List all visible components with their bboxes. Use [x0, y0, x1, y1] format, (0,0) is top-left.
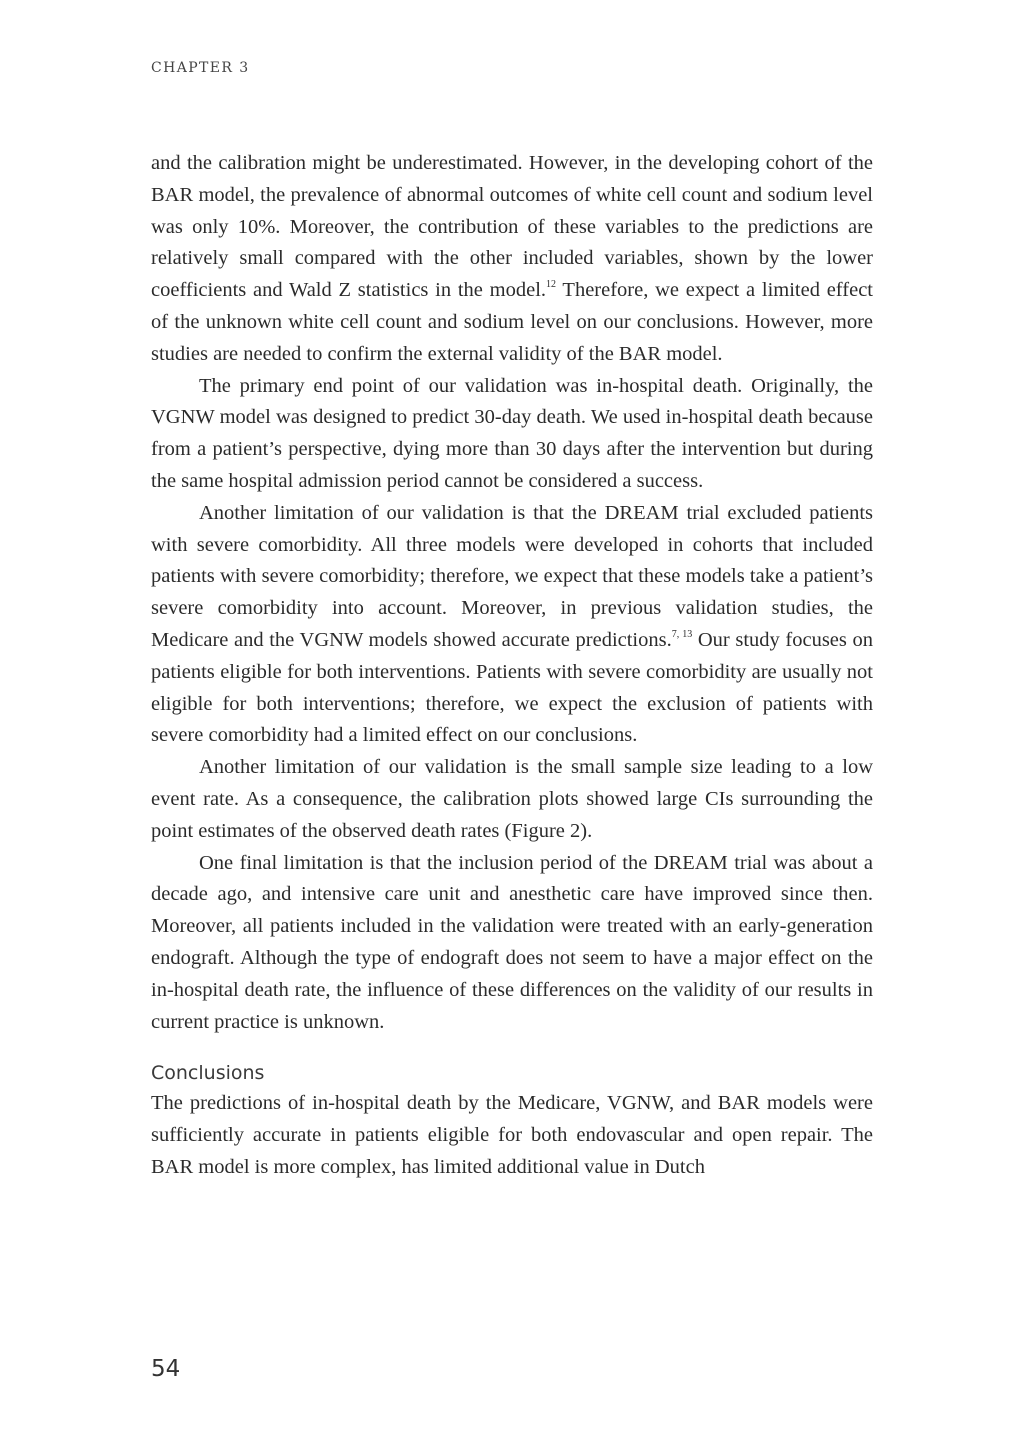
paragraph-text: The primary end point of our validation was in-hospital death. Originally, the VGNW model was designed to predict 30-day death. We used in-hospital death because from a patient’s perspective, dying more than 30 days after the intervention but during the same hospital admission period cannot be considered a success.: [151, 374, 873, 492]
citation-superscript: 7, 13: [671, 628, 693, 640]
conclusions-heading: Conclusions: [151, 1062, 265, 1085]
paragraph-comorbidity: [151, 498, 873, 752]
paragraph-text: and the calibration might be underestimated. However, in the developing cohort of the BAR model, the prevalence of abnormal outcomes of white cell count and sodium level was only 10%. Moreover, the contribution of these variables to the predictions are relatively small compared with the other included variables, shown by the lower coefficients and Wald Z statistics in the model.: [151, 152, 873, 302]
paragraph-text: Another limitation of our validation is that the DREAM trial excluded patients with severe comorbidity. All three models were developed in cohorts that included patients with severe comorbidity; therefore, we expect that these models take a patient’s severe comorbidity into account. Moreover, in previous validation studies, the Medicare and the VGNW models showed accurate predictions.: [151, 501, 873, 651]
body-text: [151, 148, 873, 1184]
paragraph-text: The predictions of in-hospital death by the Medicare, VGNW, and BAR models were sufficiently accurate in patients eligible for both endovascular and open repair. The BAR model is more complex, has limited additional value in Dutch: [151, 1092, 873, 1178]
paragraph-text: Our study focuses on patients eligible for both interventions. Patients with severe comorbidity are usually not eligible for both interventions; therefore, we expect the exclusion of patients with severe comorbidity had a limited effect on our conclusions.: [151, 628, 873, 747]
paragraph-conclusions: [151, 1088, 873, 1183]
paragraph-inclusion-period: [151, 848, 873, 1039]
paragraph-text: Another limitation of our validation is the small sample size leading to a low event rate. As a consequence, the calibration plots showed large CIs surrounding the point estimates of the observed death rates (Figure 2).: [151, 756, 873, 842]
page-number: 54: [151, 1356, 181, 1382]
paragraph-text: One final limitation is that the inclusion period of the DREAM trial was about a decade ago, and intensive care unit and anesthetic care have improved since then. Moreover, all patients included in the validation were treated with an early-generation endograft. Although the type of endograft does not seem to have a major effect on the in-hospital death rate, the influence of these differences on the validity of our results in current practice is unknown.: [151, 851, 873, 1033]
paragraph-end-point: [151, 371, 873, 498]
citation-superscript: 12: [546, 279, 557, 291]
paragraph-text: Therefore, we expect a limited effect of the unknown white cell count and sodium level on our conclusions. However, more studies are needed to confirm the external validity of the BAR model.: [151, 279, 873, 365]
paragraph-sample-size: [151, 752, 873, 847]
paragraph-calibration: [151, 148, 873, 371]
running-head: CHAPTER 3: [151, 60, 250, 76]
